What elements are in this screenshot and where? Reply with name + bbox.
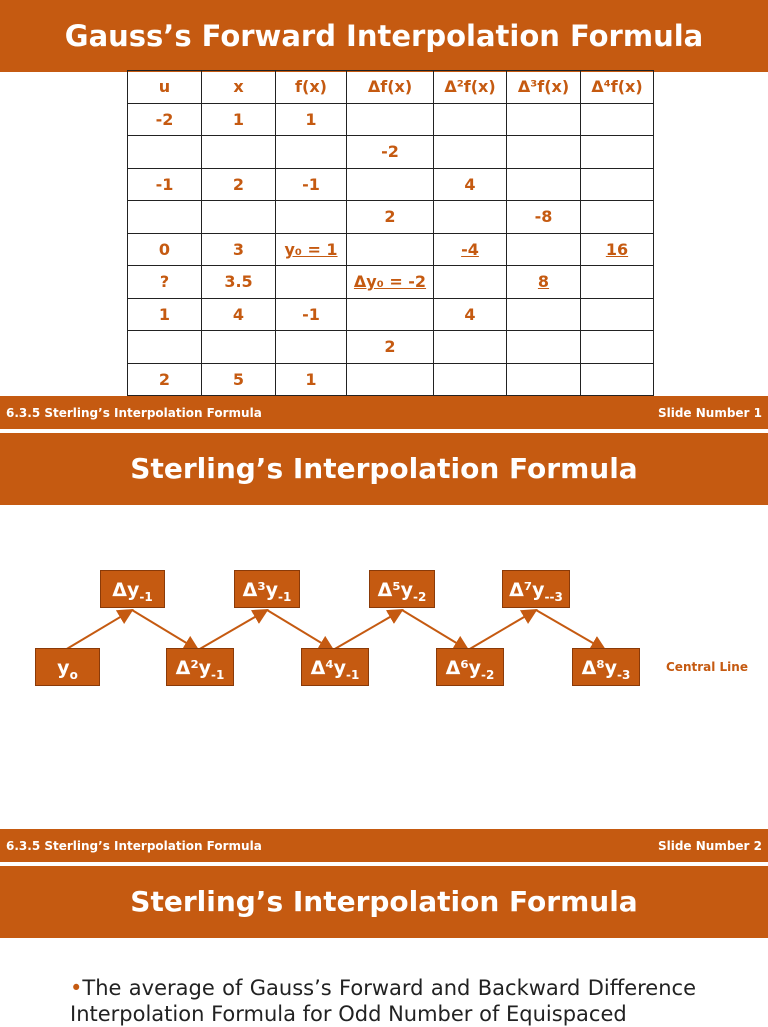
slide-number: Slide Number 1 [657, 406, 762, 420]
table-row [128, 331, 654, 364]
table-cell [507, 363, 581, 396]
table-cell [507, 331, 581, 364]
table-cell [276, 201, 347, 234]
slide3-title: Sterling’s Interpolation Formula [130, 885, 638, 918]
table-cell [434, 331, 507, 364]
table-cell [581, 136, 654, 169]
table-cell: 1 [276, 363, 347, 396]
table-cell [434, 136, 507, 169]
table-cell: 1 [276, 103, 347, 136]
delta3-box [234, 570, 300, 608]
table-cell: -8 [507, 201, 581, 234]
y0-label: y [57, 657, 70, 679]
table-cell [276, 266, 347, 299]
table-cell: 0 [128, 233, 202, 266]
delta7-label: Δ⁷y [509, 579, 545, 601]
header-delta4: Δ⁴f(x) [581, 71, 654, 104]
table-cell [581, 201, 654, 234]
delta6-sub: -2 [481, 667, 495, 682]
table-cell-highlight: 16 [581, 233, 654, 266]
bullet-dot-icon: • [70, 976, 83, 1000]
delta7-box [502, 570, 570, 608]
delta5-sub: -2 [413, 589, 427, 604]
table-row [128, 298, 654, 331]
delta8-sub: -3 [617, 667, 631, 682]
table-cell: -1 [276, 298, 347, 331]
table-row [128, 233, 654, 266]
table-cell: 4 [202, 298, 276, 331]
table-row [128, 266, 654, 299]
central-line-label: Central Line [666, 660, 748, 674]
delta4-sub: -1 [346, 667, 360, 682]
table-row [128, 201, 654, 234]
delta8-box [572, 648, 640, 686]
slide-number: Slide Number 2 [657, 839, 762, 853]
delta4-box [301, 648, 369, 686]
footer-section-label: 6.3.5 Sterling’s Interpolation Formula [6, 406, 262, 420]
table-cell [434, 266, 507, 299]
table-cell: -1 [128, 168, 202, 201]
table-cell-highlight: 8 [507, 266, 581, 299]
slide2-title: Sterling’s Interpolation Formula [130, 452, 638, 485]
table-cell [434, 201, 507, 234]
table-cell [128, 201, 202, 234]
table-cell [202, 201, 276, 234]
header-delta3: Δ³f(x) [507, 71, 581, 104]
slide2-footer [0, 829, 768, 862]
delta6-box [436, 648, 504, 686]
table-header-row [128, 71, 654, 104]
table-cell [128, 136, 202, 169]
delta5-box [369, 570, 435, 608]
forward-difference-table [127, 70, 654, 396]
table-cell [347, 363, 434, 396]
table-cell [581, 266, 654, 299]
table-cell [347, 103, 434, 136]
table-cell [581, 168, 654, 201]
y0-box [35, 648, 100, 686]
table-cell [276, 136, 347, 169]
delta2-label: Δ²y [175, 657, 212, 679]
delta4-label: Δ⁴y [310, 657, 347, 679]
table-cell: 1 [202, 103, 276, 136]
slide1-title: Gauss’s Forward Interpolation Formula [64, 19, 704, 53]
table-cell: 3.5 [202, 266, 276, 299]
table-cell [581, 363, 654, 396]
table-cell-highlight: y₀ = 1 [276, 233, 347, 266]
table-cell: 1 [128, 298, 202, 331]
table-cell-highlight: Δy₀ = -2 [347, 266, 434, 299]
delta7-sub: --3 [544, 589, 563, 604]
table-cell: -2 [128, 103, 202, 136]
table-cell: ? [128, 266, 202, 299]
table-cell [581, 298, 654, 331]
table-cell [128, 331, 202, 364]
table-cell: 2 [202, 168, 276, 201]
delta3-sub: -1 [278, 589, 292, 604]
table-cell: 4 [434, 298, 507, 331]
y0-sub: o [69, 667, 78, 682]
table-cell [347, 168, 434, 201]
table-cell [581, 331, 654, 364]
header-delta1: Δf(x) [347, 71, 434, 104]
table-cell [202, 331, 276, 364]
table-cell: 3 [202, 233, 276, 266]
header-delta2: Δ²f(x) [434, 71, 507, 104]
delta2-box [166, 648, 234, 686]
delta1-sub: -1 [139, 589, 153, 604]
header-u: u [128, 71, 202, 104]
table-cell: 2 [128, 363, 202, 396]
table-cell: 2 [347, 331, 434, 364]
table-cell [434, 103, 507, 136]
delta2-sub: -1 [211, 667, 225, 682]
slide3-title-band [0, 866, 768, 938]
slide1-footer [0, 396, 768, 429]
table-cell: 4 [434, 168, 507, 201]
slide1-title-band [0, 0, 768, 72]
bullet-point [70, 975, 696, 1027]
table-cell [347, 298, 434, 331]
footer-section-label: 6.3.5 Sterling’s Interpolation Formula [6, 839, 262, 853]
delta1-box [100, 570, 165, 608]
delta1-label: Δy [112, 579, 140, 601]
delta8-label: Δ⁸y [581, 657, 618, 679]
bullet-text: The average of Gauss’s Forward and Backward Difference Interpolation Formula for Odd Number of Equispaced [70, 976, 696, 1026]
table-cell [347, 233, 434, 266]
table-cell [507, 233, 581, 266]
delta3-label: Δ³y [242, 579, 279, 601]
table-cell [202, 136, 276, 169]
table-cell [507, 136, 581, 169]
table-cell: -1 [276, 168, 347, 201]
table-cell-highlight: -4 [434, 233, 507, 266]
delta6-label: Δ⁶y [445, 657, 482, 679]
table-row [128, 168, 654, 201]
table-cell: 5 [202, 363, 276, 396]
header-fx: f(x) [276, 71, 347, 104]
table-cell [581, 103, 654, 136]
slide2-title-band [0, 433, 768, 505]
table-row [128, 136, 654, 169]
table-cell [507, 103, 581, 136]
table-row [128, 103, 654, 136]
table-cell [507, 168, 581, 201]
table-row [128, 363, 654, 396]
delta5-label: Δ⁵y [377, 579, 414, 601]
header-x: x [202, 71, 276, 104]
table-cell [276, 331, 347, 364]
table-cell: -2 [347, 136, 434, 169]
table-cell [434, 363, 507, 396]
table-cell: 2 [347, 201, 434, 234]
table-cell [507, 298, 581, 331]
